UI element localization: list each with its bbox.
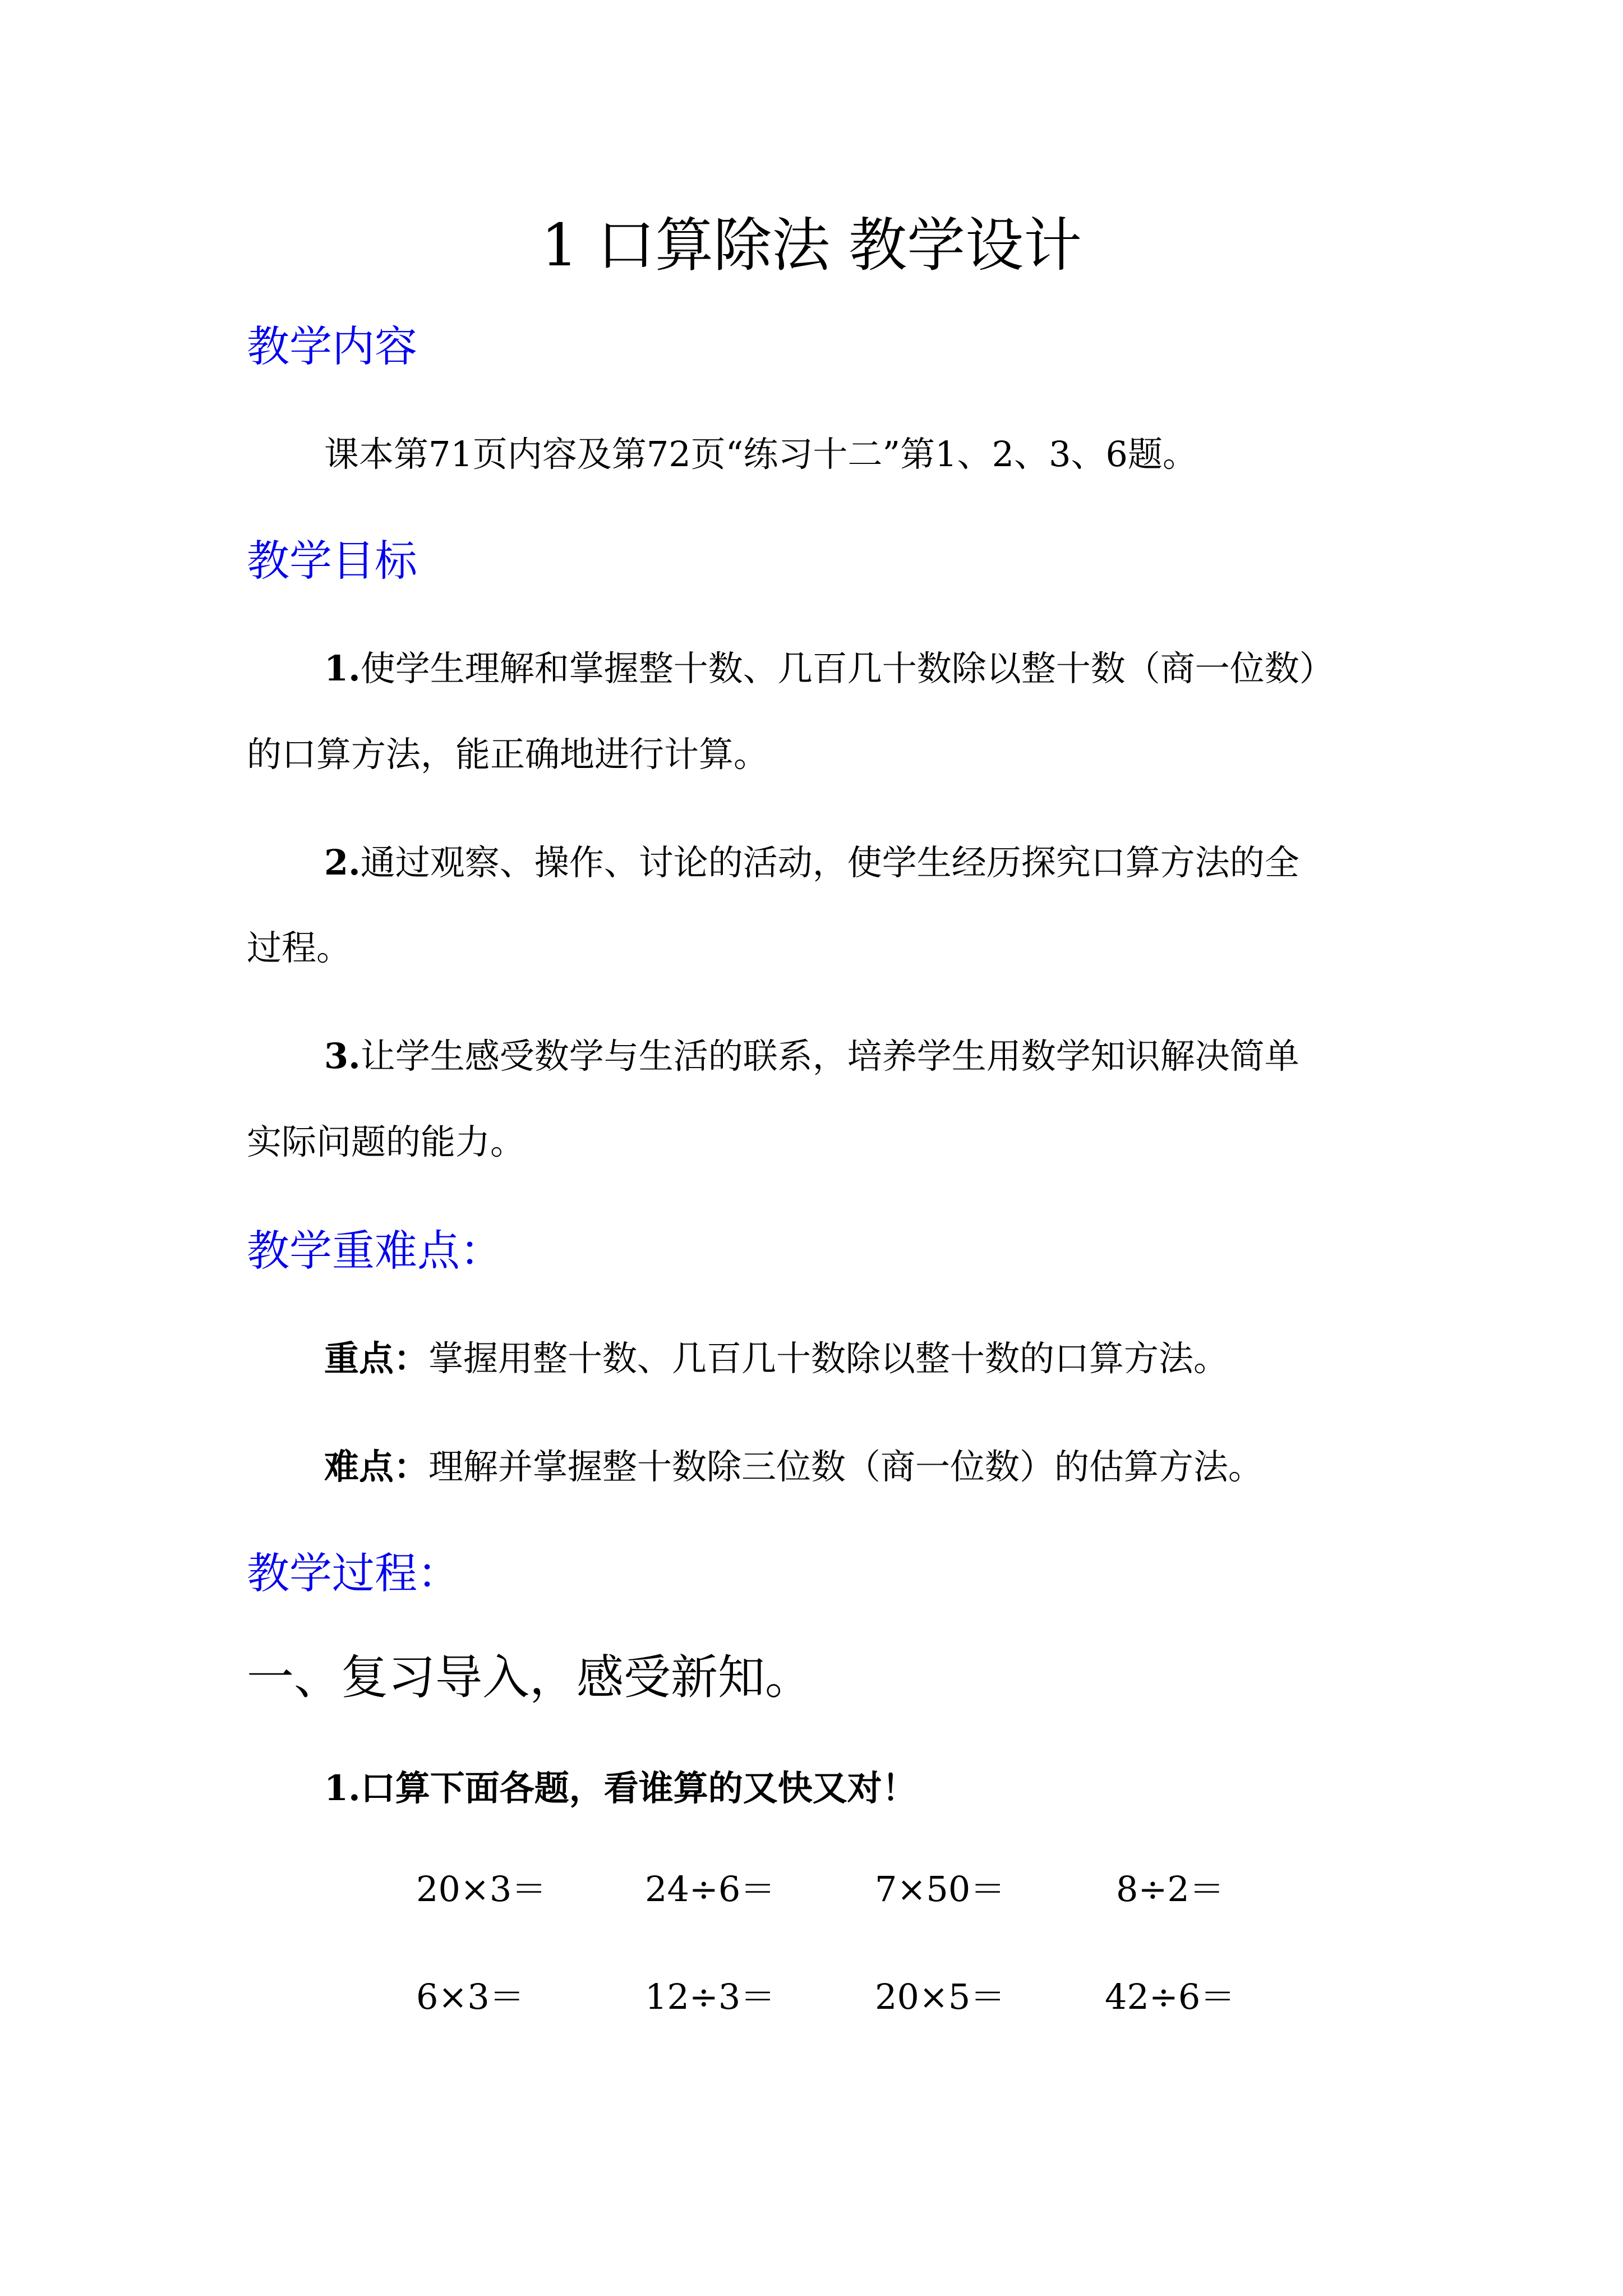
- goal-1-number: 1.: [324, 648, 361, 689]
- equation-r2-c4: 42÷6＝: [1105, 1976, 1235, 2017]
- goal-1-text: 使学生理解和掌握整十数、几百几十数除以整十数（商一位数）: [360, 648, 1334, 689]
- difficult-point-label: 难点：: [324, 1446, 429, 1487]
- goal-3-text: 让学生感受数学与生活的联系，培养学生用数学知识解决简单: [360, 1036, 1299, 1076]
- task-1: 1.口算下面各题，看谁算的又快又对！: [324, 1768, 917, 1809]
- equation-r2-c3: 20×5＝: [875, 1976, 1006, 2017]
- heading-teaching-goals: 教学目标: [247, 536, 417, 586]
- difficult-point-text: 理解并掌握整十数除三位数（商一位数）的估算方法。: [428, 1446, 1264, 1487]
- equation-r1-c2: 24÷6＝: [645, 1869, 776, 1910]
- equation-r1-c3: 7×50＝: [875, 1869, 1006, 1910]
- goal-3-line1: [324, 1034, 1463, 1079]
- difficult-point: [324, 1444, 1463, 1489]
- equation-r1-c1: 20×3＝: [416, 1869, 547, 1910]
- key-point-label: 重点：: [324, 1338, 429, 1379]
- content-text: 课本第71页内容及第72页“练习十二”第1、2、3、6题。: [324, 434, 1197, 475]
- goal-2-text: 通过观察、操作、讨论的活动，使学生经历探究口算方法的全: [360, 842, 1299, 883]
- key-point-text: 掌握用整十数、几百几十数除以整十数的口算方法。: [428, 1338, 1229, 1379]
- heading-key-points: 教学重难点：: [247, 1226, 502, 1276]
- goal-3-line2: 实际问题的能力。: [247, 1121, 525, 1162]
- goal-2-line1: [324, 840, 1463, 885]
- heading-teaching-content: 教学内容: [247, 321, 417, 371]
- goal-1-line2: 的口算方法，能正确地进行计算。: [247, 734, 769, 775]
- equation-r2-c1: 6×3＝: [416, 1976, 524, 2017]
- goal-2-number: 2.: [324, 842, 361, 883]
- key-point: [324, 1336, 1463, 1381]
- page-title: 1 口算除法 教学设计: [541, 211, 1082, 279]
- equation-r1-c4: 8÷2＝: [1116, 1869, 1224, 1910]
- goal-2-line2: 过程。: [247, 927, 352, 968]
- section-review-intro: 一、复习导入，感受新知。: [247, 1650, 813, 1705]
- heading-teaching-process: 教学过程：: [247, 1548, 460, 1598]
- goal-1-line1: [324, 646, 1463, 691]
- equation-r2-c2: 12÷3＝: [645, 1976, 776, 2017]
- goal-3-number: 3.: [324, 1036, 361, 1076]
